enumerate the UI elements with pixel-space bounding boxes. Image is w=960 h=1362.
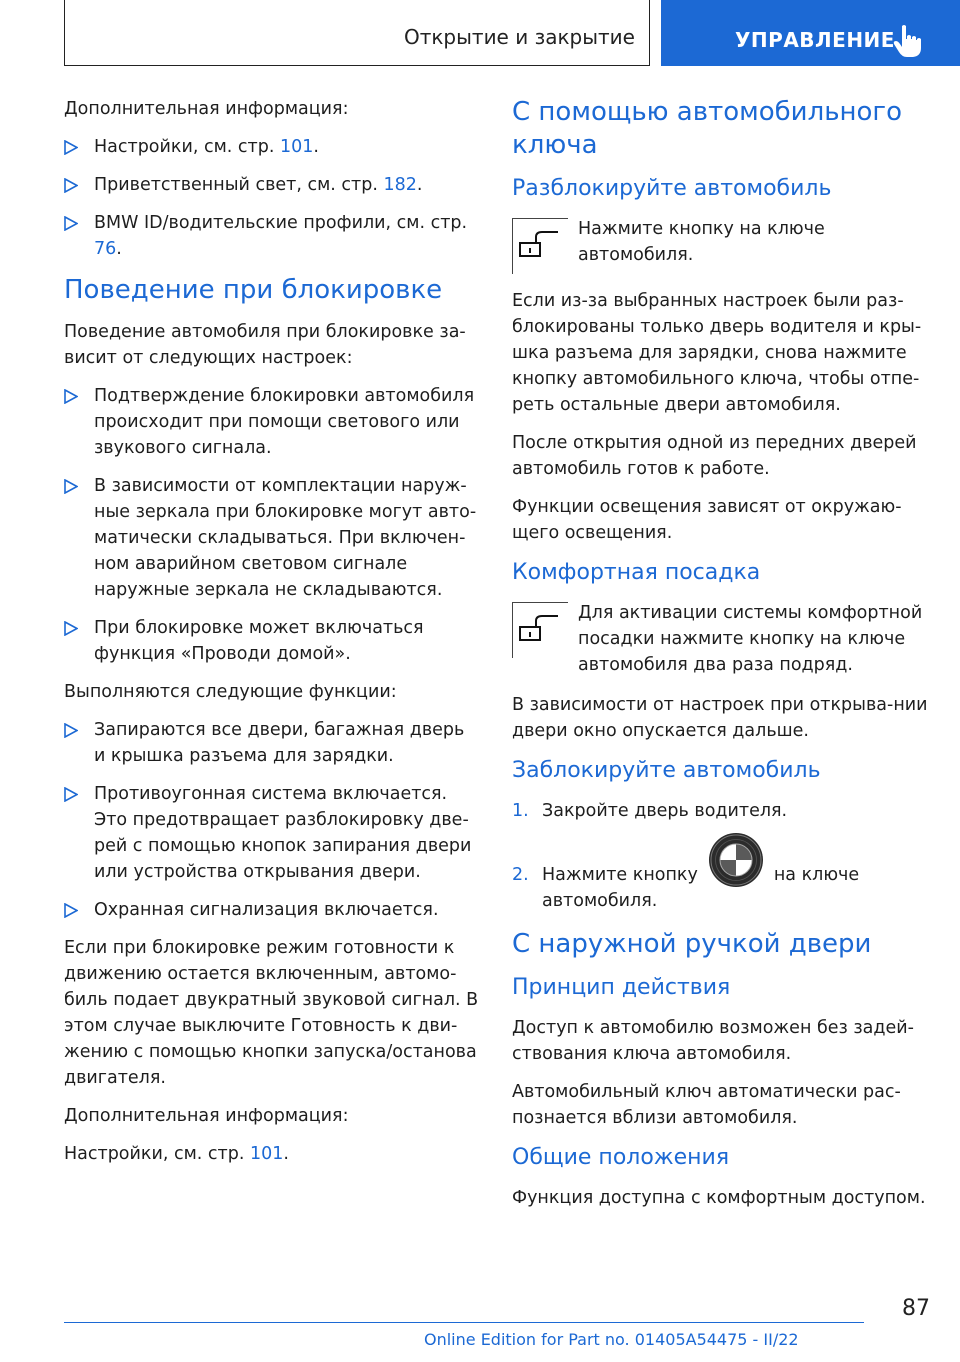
step-number: 2. bbox=[512, 865, 529, 885]
unlock-button-icon bbox=[512, 218, 568, 274]
comfort-key-text: Для активации системы комфортной посадки нажмите кнопку на ключе автомобиля два раза подряд. bbox=[578, 603, 923, 675]
right-column bbox=[512, 96, 932, 1223]
heading-outside-handle: С наружной ручкой двери bbox=[512, 929, 872, 959]
list-item: Противоугонная система включается. Это предотвращает разблокировку две-рей с помощью кнопок запирания двери или устройства открывания двери. bbox=[64, 781, 480, 885]
footer-divider bbox=[64, 1322, 864, 1323]
step-number: 1. bbox=[512, 801, 529, 821]
bmw-logo-button-icon bbox=[708, 832, 764, 888]
principle-paragraph-2: Автомобильный ключ автоматически рас-познается вблизи автомобиля. bbox=[512, 1082, 901, 1128]
unlock-paragraph-1: Если из-за выбранных настроек были раз-блокированы только дверь водителя и кры-шка разъема для зарядки, снова нажмите кнопку автомобильного ключа, чтобы отпе-реть остальные двери автомобиля. bbox=[512, 291, 922, 415]
hand-pointer-icon bbox=[893, 24, 923, 58]
page-number: 87 bbox=[902, 1296, 930, 1321]
heading-lock: Заблокируйте автомобиль bbox=[512, 758, 821, 783]
triangle-bullet-icon bbox=[64, 479, 78, 494]
heading-comfort-access: Комфортная посадка bbox=[512, 560, 761, 585]
heading-general: Общие положения bbox=[512, 1145, 730, 1170]
header-chapter-title: УПРАВЛЕНИЕ bbox=[735, 28, 895, 52]
step-item: 2. Нажмите кнопку на ключе автомобиля. bbox=[512, 862, 932, 914]
list-item: Подтверждение блокировки автомобиля происходит при помощи светового или звукового сигнала. bbox=[64, 383, 480, 461]
triangle-bullet-icon bbox=[64, 389, 78, 404]
locking-intro: Поведение автомобиля при блокировке за-висит от следующих настроек: bbox=[64, 322, 466, 368]
triangle-bullet-icon bbox=[64, 723, 78, 738]
header-section-box bbox=[64, 0, 650, 66]
list-item: В зависимости от комплектации наруж-ные зеркала при блокировке могут авто-матически складываться. При включен-ном аварийном световом сигнале наружные зеркала не складываются. bbox=[64, 473, 480, 603]
page-link[interactable]: 76 bbox=[94, 239, 117, 259]
unlock-key-text: Нажмите кнопку на ключе автомобиля. bbox=[578, 219, 825, 265]
principle-paragraph-1: Доступ к автомобилю возможен без задей-ствования ключа автомобиля. bbox=[512, 1018, 914, 1064]
functions-title: Выполняются следующие функции: bbox=[64, 682, 397, 702]
footer-edition: Online Edition for Part no. 01405A54475 - II/22 bbox=[424, 1330, 799, 1349]
triangle-bullet-icon bbox=[64, 178, 78, 193]
unlock-paragraph-3: Функции освещения зависят от окружаю-щего освещения. bbox=[512, 497, 902, 543]
list-item: Настройки, см. стр. 101. bbox=[64, 134, 480, 160]
heading-with-key: С помощью автомобильного ключа bbox=[512, 97, 902, 160]
info-line-2: Настройки, см. стр. 101. bbox=[64, 1144, 289, 1164]
triangle-bullet-icon bbox=[64, 621, 78, 636]
list-item: При блокировке может включаться функция «Проводи домой». bbox=[64, 615, 480, 667]
header-section-title: Открытие и закрытие bbox=[403, 25, 635, 49]
unlock-button-icon bbox=[512, 602, 568, 658]
left-column bbox=[64, 96, 480, 1179]
list-item: BMW ID/водительские профили, см. стр. 76. bbox=[64, 210, 480, 262]
list-item: Приветственный свет, см. стр. 182. bbox=[64, 172, 480, 198]
info-title: Дополнительная информация: bbox=[64, 99, 349, 119]
unlock-paragraph-2: После открытия одной из передних дверей автомобиль готов к работе. bbox=[512, 433, 917, 479]
step-item: 1. Закройте дверь водителя. bbox=[512, 798, 932, 824]
triangle-bullet-icon bbox=[64, 787, 78, 802]
unlock-key-row bbox=[512, 216, 932, 274]
triangle-bullet-icon bbox=[64, 903, 78, 918]
list-item: Запираются все двери, багажная дверь и крышка разъема для зарядки. bbox=[64, 717, 480, 769]
triangle-bullet-icon bbox=[64, 216, 78, 231]
comfort-paragraph: В зависимости от настроек при открыва-нии двери окно опускается дальше. bbox=[512, 695, 928, 741]
heading-locking-behavior: Поведение при блокировке bbox=[64, 275, 443, 305]
general-paragraph: Функция доступна с комфортным доступом. bbox=[512, 1188, 926, 1208]
heading-unlock: Разблокируйте автомобиль bbox=[512, 176, 832, 201]
info-title-2: Дополнительная информация: bbox=[64, 1106, 349, 1126]
list-item: Охранная сигнализация включается. bbox=[64, 897, 480, 923]
ready-paragraph: Если при блокировке режим готовности к движению остается включенным, автомо-биль подает двукратный звуковой сигнал. В этом случае выключите Готовность к дви-жению с помощью кнопки запуска/останова двигателя. bbox=[64, 938, 479, 1088]
page-link[interactable]: 101 bbox=[249, 1144, 284, 1164]
page-link[interactable]: 182 bbox=[383, 175, 417, 195]
page-link[interactable]: 101 bbox=[279, 137, 314, 157]
comfort-key-row bbox=[512, 600, 932, 678]
triangle-bullet-icon bbox=[64, 140, 78, 155]
heading-principle: Принцип действия bbox=[512, 975, 731, 1000]
